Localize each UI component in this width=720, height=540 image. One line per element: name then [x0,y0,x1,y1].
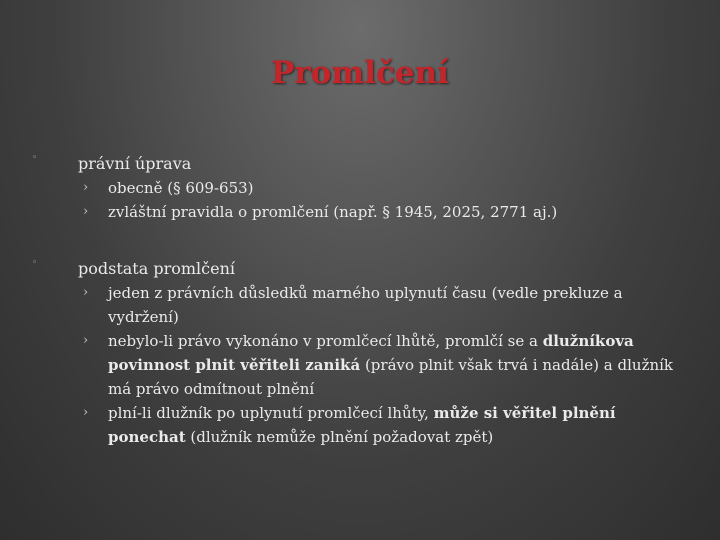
bullet-essence-of-limitation [32,257,678,449]
bullet-dot-icon: ◦ [32,258,38,268]
sub-item [78,200,683,224]
chevron-right-icon: › [83,180,89,195]
sub-item-text: nebylo-li právo vykonáno v promlčecí lhůtě, promlčí se a [108,332,543,350]
chevron-right-icon: › [83,405,89,420]
slide-title: Promlčení [271,55,449,91]
emphasis-text: dlužníkova povinnost plnit věřiteli zaniká [108,332,634,374]
sub-list [78,176,678,224]
sub-item [78,329,683,401]
bullet-dot-icon: ◦ [32,153,38,163]
sub-item-text: zvláštní pravidla o promlčení (např. § 1945, 2025, 2771 aj.) [108,203,558,221]
sub-list [78,281,678,449]
bullet-text: právní úprava [78,154,192,173]
chevron-right-icon: › [83,333,89,348]
sub-item [78,176,683,200]
sub-item-text: plní-li dlužník po uplynutí promlčecí lhůty, [108,404,434,422]
sub-item [78,401,683,449]
emphasis-text: může si věřitel plnění ponechat [108,404,616,446]
bullet-legal-regulation [32,152,678,224]
chevron-right-icon: › [83,285,89,300]
sub-item-text: (právo plnit však trvá i nadále) a dlužník má právo odmítnout plnění [108,356,674,398]
sub-item-text: jeden z právních důsledků marného uplynutí času (vedle prekluze a vydržení) [108,284,623,326]
sub-item-text: (dlužník nemůže plnění požadovat zpět) [185,428,494,446]
sub-item [78,281,683,329]
chevron-right-icon: › [83,204,89,219]
bullet-text: podstata promlčení [78,259,236,278]
sub-item-text: obecně (§ 609-653) [108,179,254,197]
slide-content [0,152,720,449]
